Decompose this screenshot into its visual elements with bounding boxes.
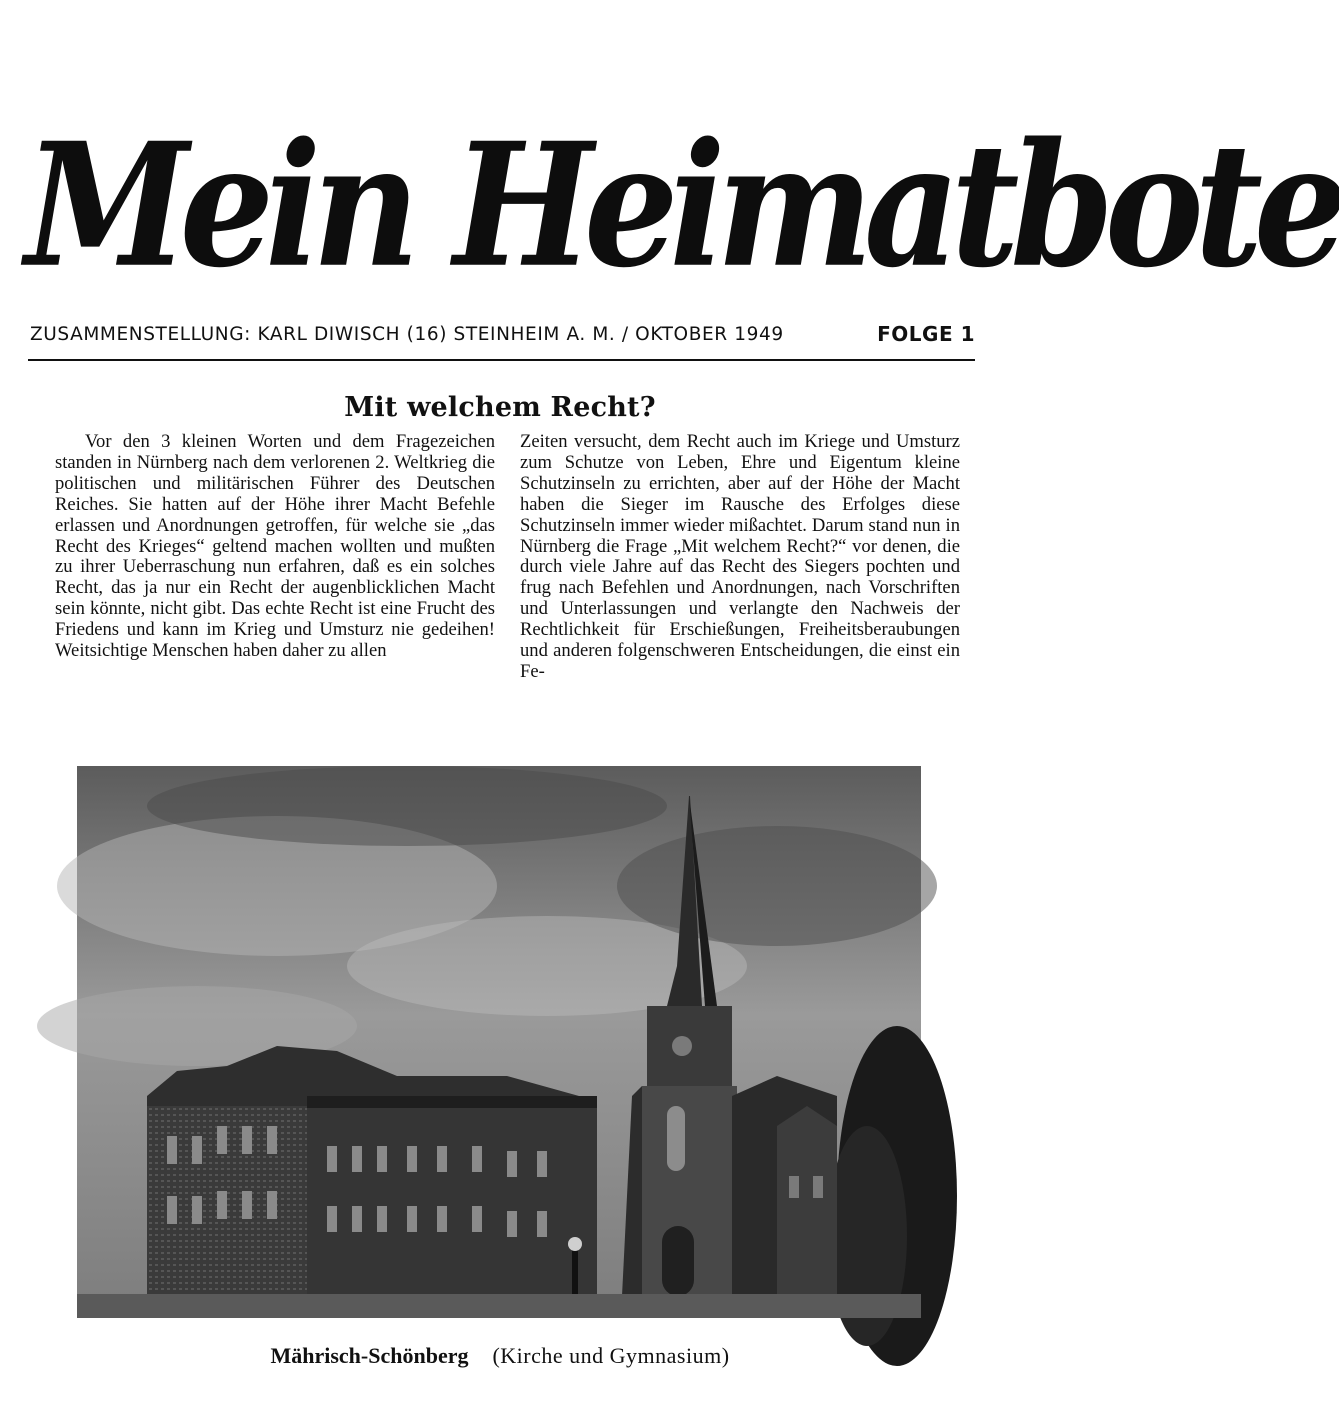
street <box>77 1294 921 1318</box>
caption-place: Mährisch-Schönberg <box>270 1343 469 1368</box>
photo-caption <box>0 1343 1000 1369</box>
issue-info: ZUSAMMENSTELLUNG: KARL DIWISCH (16) STEINHEIM A. M. / OKTOBER 1949 <box>30 324 784 345</box>
cloud <box>617 826 937 946</box>
issue-number: FOLGE 1 <box>877 322 975 346</box>
article-text-right: Zeiten versucht, dem Recht auch im Kriege und Umsturz zum Schutze von Leben, Ehre und Eigentum kleine Schutzinseln zu errichten, aber auf der Höhe der Macht haben die Sieger im Rausche des Erfolges diese Schutzinseln immer wieder mißachtet. Darum stand nun in Nürnberg die Frage „Mit welchem Recht?“ vor denen, die durch viele Jahre auf das Recht des Siegers pochten und frug nach Befehlen und Anordnungen, nach Vorschriften und Unterlassungen und verlangte den Nachweis der Rechtlichkeit für Erschießungen, Freiheitsberaubungen und anderen folgenschweren Entscheidungen, die einst ein Fe- <box>520 431 960 682</box>
photo-church-and-gymnasium <box>77 766 921 1318</box>
article-text-left: Vor den 3 kleinen Worten und dem Fragezeichen standen in Nürnberg nach dem verlorenen 2. Weltkrieg die politischen und militärischen Führer des Deutschen Reiches. Sie hatten auf der Höhe ihrer Macht Befehle erlassen und Anordnungen getroffen, für welche sie „das Recht des Krieges“ geltend machen wollten und mußten zu ihrer Ueberraschung nun erfahren, daß es ein solches Recht, das ja nur ein Recht der augenblicklichen Macht sein könnte, nicht gibt. Das echte Recht ist eine Frucht des Friedens und kann im Krieg und Umsturz nie gedeihen! Weitsichtige Menschen haben daher zu allen <box>55 431 495 662</box>
header-divider <box>28 359 975 361</box>
article-column-right <box>520 432 960 732</box>
article-headline: Mit welchem Recht? <box>344 392 656 423</box>
photo-illustration <box>77 766 921 1318</box>
masthead-title: Mein Heimatbote <box>25 104 1339 306</box>
caption-description: (Kirche und Gymnasium) <box>492 1343 730 1368</box>
gymnasium-building <box>147 1046 597 1296</box>
masthead <box>25 70 1339 320</box>
issue-info-bar <box>30 322 975 350</box>
article-column-left <box>55 432 495 732</box>
lamp <box>568 1237 582 1251</box>
cloud <box>147 766 667 846</box>
